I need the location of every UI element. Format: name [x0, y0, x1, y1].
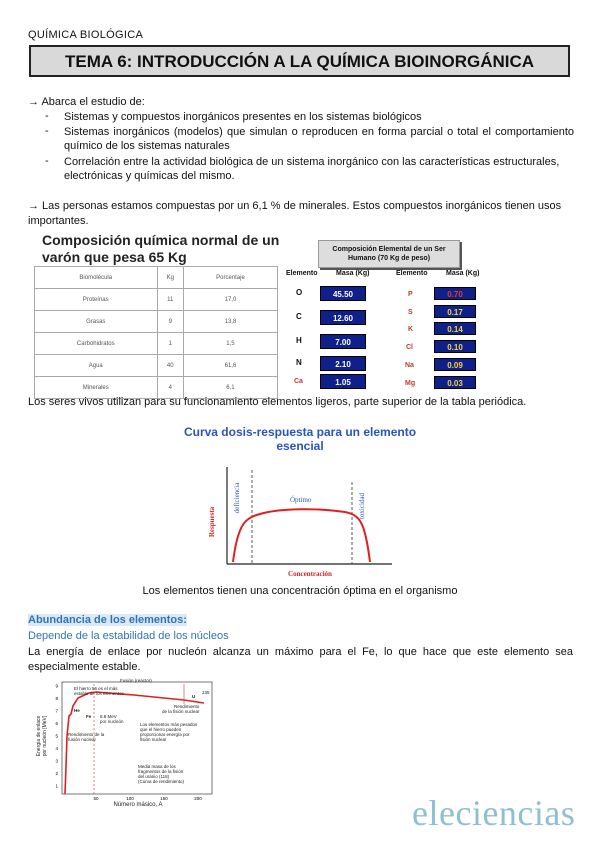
- table-cell: 11: [157, 289, 183, 311]
- element-symbol: Ca: [294, 378, 303, 385]
- y-tick-label: 7: [55, 708, 58, 714]
- binding-ylabel: por nucleón [MeV]: [42, 715, 48, 757]
- table-cell: 61,6: [183, 355, 277, 377]
- deficiency-label: deficiencia: [233, 482, 241, 514]
- fission-yield: Rendimiento: [174, 704, 200, 709]
- col-mass: Masa (Kg): [446, 270, 480, 277]
- composition-table: [34, 266, 278, 399]
- binding-xlabel: Número másico, A: [113, 802, 163, 808]
- dose-caption: Los elementos tienen una concentración óptima en el organismo: [142, 585, 458, 597]
- heavy-note: fisión nuclear: [140, 737, 167, 742]
- table-cell: 6,1: [183, 377, 277, 399]
- fe-value: 8.8 MeV: [100, 714, 117, 719]
- composition-title: Composición química normal de un varón que pesa 65 Kg: [42, 232, 280, 265]
- fe-label: Fe: [86, 714, 92, 719]
- fusion-yield: Rendimiento de la: [68, 732, 105, 737]
- table-cell: 13,8: [183, 311, 277, 333]
- element-symbol: C: [296, 312, 302, 321]
- heavy-note: que el hierro pueden: [140, 727, 182, 732]
- table-row: [35, 333, 278, 355]
- table-cell: 1: [157, 333, 183, 355]
- heavy-note: Los elementos más pesados: [140, 722, 198, 727]
- table-header-cell: Biomolécula: [35, 267, 158, 289]
- he-label: He: [74, 708, 80, 713]
- mass-note: Media masa de los: [138, 764, 176, 769]
- element-symbol: O: [296, 288, 303, 297]
- col-element: Elemento: [396, 270, 428, 277]
- table-cell: 9: [157, 311, 183, 333]
- table-cell: 17,0: [183, 289, 277, 311]
- dose-title-line1: Curva dosis-respuesta para un elemento: [183, 425, 417, 439]
- y-tick-label: 2: [55, 771, 58, 776]
- binding-x-ticks: [93, 796, 202, 801]
- element-symbol: Mg: [405, 380, 416, 387]
- element-symbol: Na: [405, 362, 414, 369]
- binding-energy-chart: [34, 676, 214, 808]
- binding-ylabel: Energía de enlace: [36, 715, 42, 757]
- element-symbol: K: [408, 326, 414, 333]
- fe-value: por nucleón: [100, 719, 124, 724]
- table-cell: Proteínas: [35, 289, 158, 311]
- element-mass: 0.03: [434, 376, 476, 389]
- y-tick-label: 1: [55, 783, 58, 789]
- elemental-figure: [284, 238, 504, 390]
- elemental-title: Composición Elemental de un Ser Humano (70 Kg de peso): [318, 240, 460, 268]
- element-symbol: N: [296, 358, 302, 367]
- table-cell: Agua: [35, 355, 158, 377]
- fission-yield: de la fisión nuclear: [162, 709, 200, 714]
- element-mass: 1.05: [320, 374, 366, 389]
- dose-xlabel: Concentración: [288, 570, 332, 578]
- element-symbol: Cl: [406, 344, 413, 351]
- y-tick-label: 5: [55, 733, 58, 739]
- element-mass: 0.09: [434, 358, 476, 371]
- bullet-dash: -: [45, 155, 49, 167]
- fusion-yield: fusión nuclear: [68, 737, 97, 742]
- intro-item: Sistemas y compuestos inorgánicos presentes en los sistemas biológicos: [64, 111, 422, 123]
- u-mass: 235: [202, 690, 210, 695]
- abundance-text: La energía de enlace por nucleón alcanza un máximo para el Fe, lo que hace que este elemento sea especialmente estable.: [28, 646, 573, 673]
- intro-item: Correlación entre la actividad biológica de un sistema inorgánico con las características estructurales, electrónicas y químicas del mismo.: [64, 156, 560, 182]
- x-tick-label: 50: [93, 796, 99, 801]
- heavy-note: proporcionar energía por: [140, 732, 190, 737]
- fe-note: estable de los elementos: [74, 691, 124, 696]
- dose-title-line2: esencial: [276, 439, 324, 453]
- x-tick-label: 200: [194, 796, 202, 801]
- element-mass: 0.10: [434, 340, 476, 353]
- intro-item: Sistemas inorgánicos (modelos) que simulan o reproducen en forma parcial o total el comportamiento químico de los sistemas naturales: [64, 126, 574, 152]
- dose-ylabel: Respuesta: [208, 506, 216, 538]
- toxicity-label: toxicidad: [358, 492, 366, 520]
- u-label: U: [192, 694, 196, 699]
- table-cell: Carbohidratos: [35, 333, 158, 355]
- dose-response-chart: [200, 462, 400, 582]
- bullet-dash: -: [45, 110, 49, 122]
- element-mass: 45.50: [320, 286, 366, 301]
- minerals-text: → Las personas estamos compuestas por un 6,1 % de minerales. Estos compuestos inorgánicos tienen usos importantes.: [28, 200, 562, 227]
- table-header-cell: Porcentaje: [183, 267, 277, 289]
- table-row: [35, 289, 278, 311]
- composition-figure: [34, 230, 280, 391]
- x-tick-label: 100: [126, 796, 134, 801]
- abundance-heading: Abundancia de los elementos:: [28, 614, 187, 626]
- element-mass: 12.60: [320, 310, 366, 325]
- table-cell: Grasas: [35, 311, 158, 333]
- y-tick-label: 3: [55, 758, 58, 764]
- table-cell: Minerales: [35, 377, 158, 399]
- watermark: eleciencias: [412, 793, 576, 833]
- y-tick-label: 9: [55, 683, 58, 689]
- element-symbol: H: [296, 336, 302, 345]
- table-row: [35, 311, 278, 333]
- optimal-label: Óptimo: [290, 496, 312, 504]
- x-tick-label: 150: [160, 796, 168, 801]
- table-header-cell: Kg: [157, 267, 183, 289]
- abundance-subheading: Depende de la estabilidad de los núcleos: [28, 630, 229, 642]
- binding-y-ticks: [55, 684, 58, 789]
- element-mass: 0.70: [434, 287, 476, 300]
- element-mass: 7.00: [320, 334, 366, 349]
- mass-note: fragmentos de la fisión: [138, 769, 184, 774]
- element-mass: 0.14: [434, 322, 476, 335]
- fusion-label: Fusión (reactor): [120, 678, 152, 683]
- page-title: TEMA 6: INTRODUCCIÓN A LA QUÍMICA BIOINORGÁNICA: [29, 45, 570, 77]
- element-mass: 2.10: [320, 356, 366, 371]
- col-element: Elemento: [286, 270, 318, 277]
- element-mass: 0.17: [434, 305, 476, 318]
- dose-curve: [233, 509, 370, 562]
- subject-header: QUÍMICA BIOLÓGICA: [28, 29, 144, 41]
- light-elements-text: Los seres vivos utilizan para su funcionamiento elementos ligeros, parte superior de la tabla periódica.: [28, 396, 527, 408]
- element-symbol: P: [408, 291, 413, 298]
- table-cell: 40: [157, 355, 183, 377]
- y-tick-label: 4: [55, 746, 58, 751]
- mass-note: (Curva de rendimiento): [138, 779, 185, 784]
- fe-note: El hierro 56 es el más: [74, 686, 118, 691]
- mass-note: del uranio (118): [138, 774, 170, 779]
- dose-chart-title: [150, 425, 450, 453]
- bullet-dash: -: [45, 125, 49, 137]
- table-cell: 4: [157, 377, 183, 399]
- table-header-row: [35, 267, 278, 289]
- table-row: [35, 355, 278, 377]
- y-tick-label: 6: [55, 721, 58, 726]
- y-tick-label: 8: [55, 696, 58, 701]
- col-mass: Masa (Kg): [336, 270, 370, 277]
- intro-lead: → Abarca el estudio de:: [28, 96, 145, 108]
- element-symbol: S: [408, 309, 413, 316]
- table-cell: 1,5: [183, 333, 277, 355]
